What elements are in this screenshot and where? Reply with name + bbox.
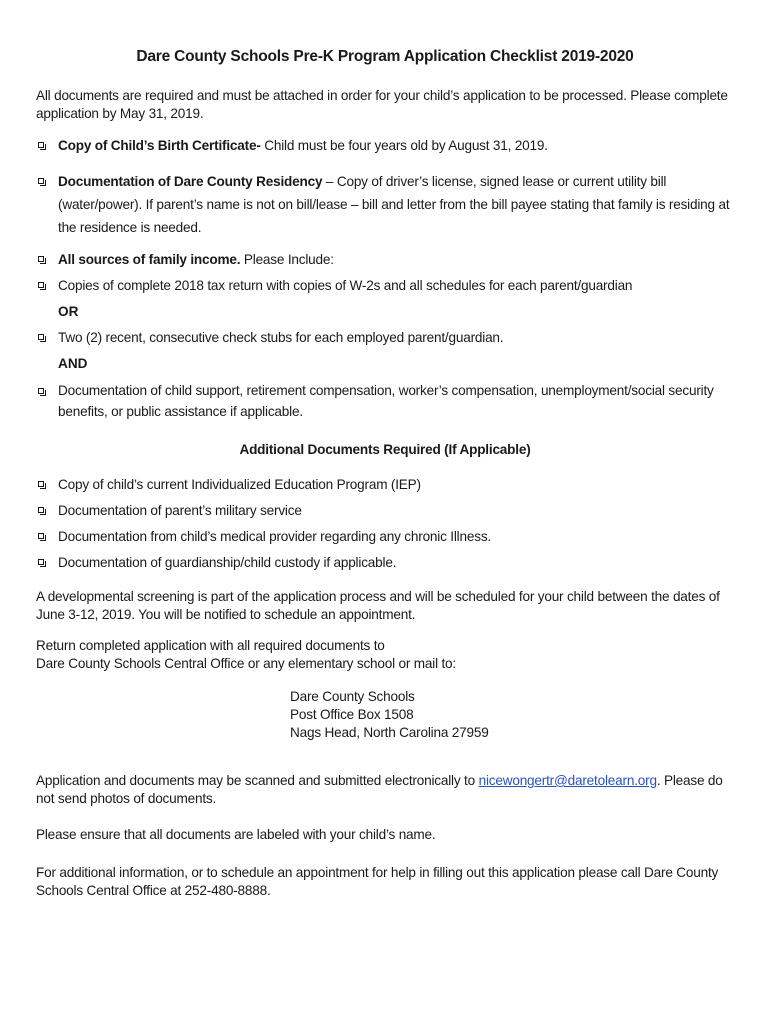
item-text: – Copy of driver’s license, signed lease or current utility bill (water/power). If parent’s name is not on bill/lease – bill and letter from the bill payee stating that family is residing at the residence is needed. bbox=[58, 174, 730, 235]
checkbox-icon bbox=[38, 142, 44, 148]
checkbox-icon bbox=[38, 481, 44, 487]
checkbox-icon bbox=[38, 533, 44, 539]
checkbox-icon bbox=[38, 256, 44, 262]
additional-item-medical bbox=[36, 525, 736, 548]
additional-item-military bbox=[36, 499, 736, 522]
additional-item-guardianship bbox=[36, 551, 736, 574]
item-text: Documentation from child’s medical provider regarding any chronic Illness. bbox=[58, 529, 491, 544]
item-text: Documentation of parent’s military service bbox=[58, 503, 302, 518]
item-text: Child must be four years old by August 31, 2019. bbox=[260, 138, 548, 153]
item-text: Documentation of guardianship/child custody if applicable. bbox=[58, 555, 397, 570]
checklist-item-support-docs bbox=[36, 380, 736, 422]
contact-paragraph: For additional information, or to schedule an appointment for help in filling out this application please call Dare County Schools Central Office at 252-480-8888. bbox=[36, 865, 719, 898]
return-line-2: Dare County Schools Central Office or any elementary school or mail to: bbox=[36, 656, 456, 671]
electronic-text-before: Application and documents may be scanned and submitted electronically to bbox=[36, 773, 479, 788]
item-bold-label: Documentation of Dare County Residency bbox=[58, 174, 323, 189]
checkbox-icon bbox=[38, 388, 44, 394]
checklist-item-tax-return bbox=[36, 274, 736, 297]
connector-or: OR bbox=[58, 304, 79, 319]
item-text: Please Include: bbox=[240, 252, 334, 267]
electronic-submission-paragraph bbox=[36, 772, 736, 808]
checklist-item-birth-certificate bbox=[36, 134, 736, 157]
checklist-item-residency bbox=[36, 170, 736, 239]
checkbox-icon bbox=[38, 559, 44, 565]
screening-paragraph: A developmental screening is part of the application process and will be scheduled for your child between the dates of June 3-12, 2019. You will be notified to schedule an appointment. bbox=[36, 589, 720, 622]
item-text: Two (2) recent, consecutive check stubs for each employed parent/guardian. bbox=[58, 330, 504, 345]
page-title: Dare County Schools Pre-K Program Application Checklist 2019-2020 bbox=[136, 48, 634, 65]
checklist-item-income bbox=[36, 248, 736, 271]
return-line-1: Return completed application with all required documents to bbox=[36, 638, 385, 653]
item-bold-label: All sources of family income. bbox=[58, 252, 241, 267]
checkbox-icon bbox=[38, 334, 44, 340]
connector-and: AND bbox=[58, 356, 88, 371]
item-bold-label: Copy of Child’s Birth Certificate- bbox=[58, 138, 261, 153]
checklist-item-check-stubs bbox=[36, 326, 736, 349]
checkbox-icon bbox=[38, 282, 44, 288]
address-line-2: Post Office Box 1508 bbox=[290, 707, 414, 722]
item-text: Copy of child’s current Individualized Education Program (IEP) bbox=[58, 477, 421, 492]
checkbox-icon bbox=[38, 507, 44, 513]
checkbox-icon bbox=[38, 178, 44, 184]
email-link[interactable]: nicewongertr@daretolearn.org bbox=[478, 773, 657, 788]
address-line-3: Nags Head, North Carolina 27959 bbox=[290, 725, 489, 740]
additional-item-iep bbox=[36, 473, 736, 496]
intro-paragraph: All documents are required and must be attached in order for your child’s application to be processed. Please complete application by May 31, 2019. bbox=[36, 88, 728, 121]
labeled-paragraph: Please ensure that all documents are labeled with your child’s name. bbox=[36, 827, 436, 842]
additional-documents-heading: Additional Documents Required (If Applicable) bbox=[239, 442, 531, 457]
electronic-text-after: . Please do not send photos of documents. bbox=[36, 773, 723, 806]
item-text: Copies of complete 2018 tax return with copies of W-2s and all schedules for each parent/guardian bbox=[58, 278, 633, 293]
item-text: Documentation of child support, retirement compensation, worker’s compensation, unemployment/social security benefits, or public assistance if applicable. bbox=[58, 383, 714, 419]
address-line-1: Dare County Schools bbox=[290, 689, 415, 704]
